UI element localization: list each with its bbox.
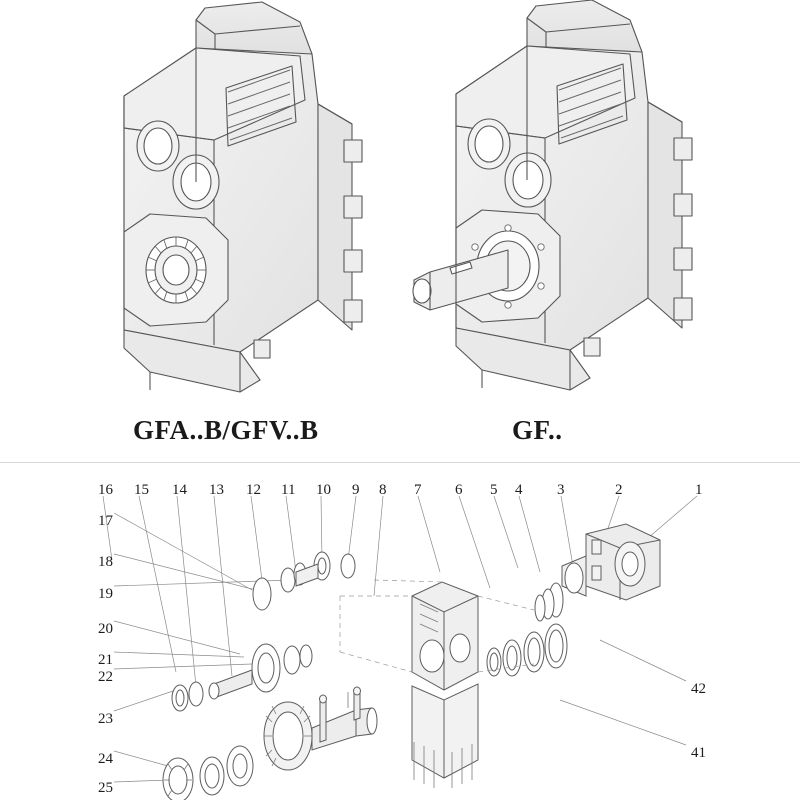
callout-10: 10 xyxy=(316,482,331,498)
callout-23: 23 xyxy=(98,711,113,727)
callout-14: 14 xyxy=(172,482,187,498)
part-motor-adapter xyxy=(562,524,660,600)
callout-25: 25 xyxy=(98,780,113,796)
callout-15: 15 xyxy=(134,482,149,498)
callout-21: 21 xyxy=(98,652,113,668)
callout-41: 41 xyxy=(691,745,706,761)
part-rings-right xyxy=(487,583,567,676)
callout-6: 6 xyxy=(455,482,463,498)
callout-7: 7 xyxy=(414,482,422,498)
callout-16: 16 xyxy=(98,482,113,498)
callout-11: 11 xyxy=(281,482,296,498)
callout-3: 3 xyxy=(557,482,565,498)
callout-2: 2 xyxy=(615,482,623,498)
callout-22: 22 xyxy=(98,669,113,685)
right-figure-caption: GF.. xyxy=(512,415,563,445)
part-bearing-stack xyxy=(163,746,253,800)
callout-19: 19 xyxy=(98,586,113,602)
callout-4: 4 xyxy=(515,482,523,498)
callout-13: 13 xyxy=(209,482,224,498)
callout-12: 12 xyxy=(246,482,261,498)
callout-20: 20 xyxy=(98,621,113,637)
callout-18: 18 xyxy=(98,554,113,570)
callout-9: 9 xyxy=(352,482,360,498)
callout-1: 1 xyxy=(695,482,703,498)
callout-24: 24 xyxy=(98,751,113,767)
callout-5: 5 xyxy=(490,482,498,498)
exploded-parts xyxy=(163,524,660,800)
callout-42: 42 xyxy=(691,681,706,697)
left-figure-caption: GFA..B/GFV..B xyxy=(133,415,319,445)
part-housing xyxy=(412,582,478,788)
callout-8: 8 xyxy=(379,482,387,498)
callout-17: 17 xyxy=(98,513,113,529)
